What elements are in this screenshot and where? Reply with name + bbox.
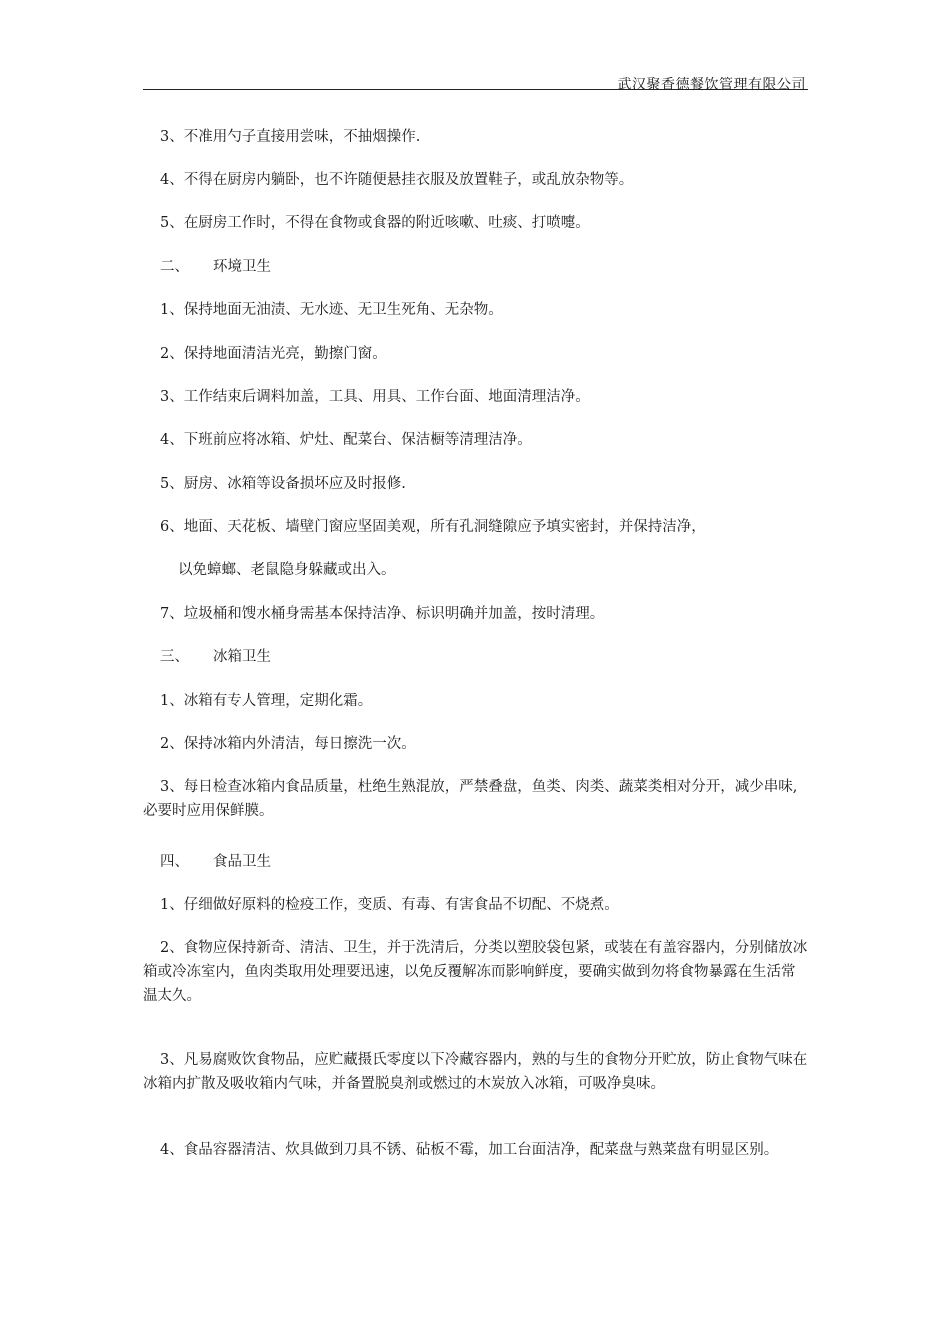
section-title: 环境卫生 xyxy=(213,259,271,275)
section-number: 二、 xyxy=(160,259,189,275)
rule-item: 3、工作结束后调料加盖，工具、用具、工作台面、地面清理洁净。 xyxy=(160,389,590,405)
rule-item: 1、冰箱有专人管理，定期化霜。 xyxy=(160,693,373,709)
rule-item: 5、在厨房工作时，不得在食物或食器的附近咳嗽、吐痰、打喷嚏。 xyxy=(160,215,590,231)
rule-item: 6、地面、天花板、墙壁门窗应坚固美观，所有孔洞缝隙应予填实密封，并保持洁净， xyxy=(160,519,706,535)
section-number: 三、 xyxy=(160,649,189,665)
rule-paragraph: 2、食物应保持新奇、清洁、卫生，并于洗清后，分类以塑胶袋包紧，或装在有盖容器内，分别储放冰箱或冷冻室内，鱼肉类取用处理要迅速，以免反覆解冻而影响鲜度，要确实做到勿将食物暴露在生活常温太久。 xyxy=(143,940,808,1004)
section-heading-fridge xyxy=(160,646,271,668)
rule-paragraph: 3、每日检查冰箱内食品质量，杜绝生熟混放，严禁叠盘，鱼类、肉类、蔬菜类相对分开，减少串味,必要时应用保鲜膜。 xyxy=(143,779,798,819)
rule-item: 1、仔细做好原料的检疫工作，变质、有毒、有害食品不切配、不烧煮。 xyxy=(160,897,619,913)
section-title: 冰箱卫生 xyxy=(213,649,271,665)
rule-item-continuation: 以免蟑螂、老鼠隐身躲藏或出入。 xyxy=(178,562,396,578)
rule-item: 2、保持冰箱内外清洁，每日擦洗一次。 xyxy=(160,736,416,752)
rule-item: 5、厨房、冰箱等设备损坏应及时报修. xyxy=(160,476,406,492)
section-title: 食品卫生 xyxy=(213,854,271,870)
section-heading-food xyxy=(160,851,271,873)
rule-item: 7、垃圾桶和馊水桶身需基本保持洁净、标识明确并加盖，按时清理。 xyxy=(160,606,605,622)
rule-item: 1、保持地面无油渍、无水迹、无卫生死角、无杂物。 xyxy=(160,302,503,318)
section-number: 四、 xyxy=(160,854,189,870)
section-heading-environment xyxy=(160,256,271,278)
rule-item: 4、不得在厨房内躺卧，也不许随便悬挂衣服及放置鞋子，或乱放杂物等。 xyxy=(160,172,634,188)
rule-item: 4、下班前应将冰箱、炉灶、配菜台、保洁橱等清理洁净。 xyxy=(160,432,532,448)
rule-item: 3、不准用勺子直接用尝味，不抽烟操作. xyxy=(160,129,421,145)
header-company: 武汉聚香德餐饮管理有限公司 xyxy=(617,77,806,93)
rule-paragraph: 4、食品容器清洁、炊具做到刀具不锈、砧板不霉，加工台面洁净，配菜盘与熟菜盘有明显区别。 xyxy=(160,1142,779,1158)
rule-paragraph: 3、凡易腐败饮食物品，应贮藏摄氏零度以下冷藏容器内，熟的与生的食物分开贮放，防止食物气味在冰箱内扩散及吸收箱内气味，并备置脱臭剂或燃过的木炭放入冰箱，可吸净臭味。 xyxy=(143,1052,808,1092)
header-rule xyxy=(143,89,808,90)
rule-item: 2、保持地面清洁光亮，勤擦门窗。 xyxy=(160,346,387,362)
